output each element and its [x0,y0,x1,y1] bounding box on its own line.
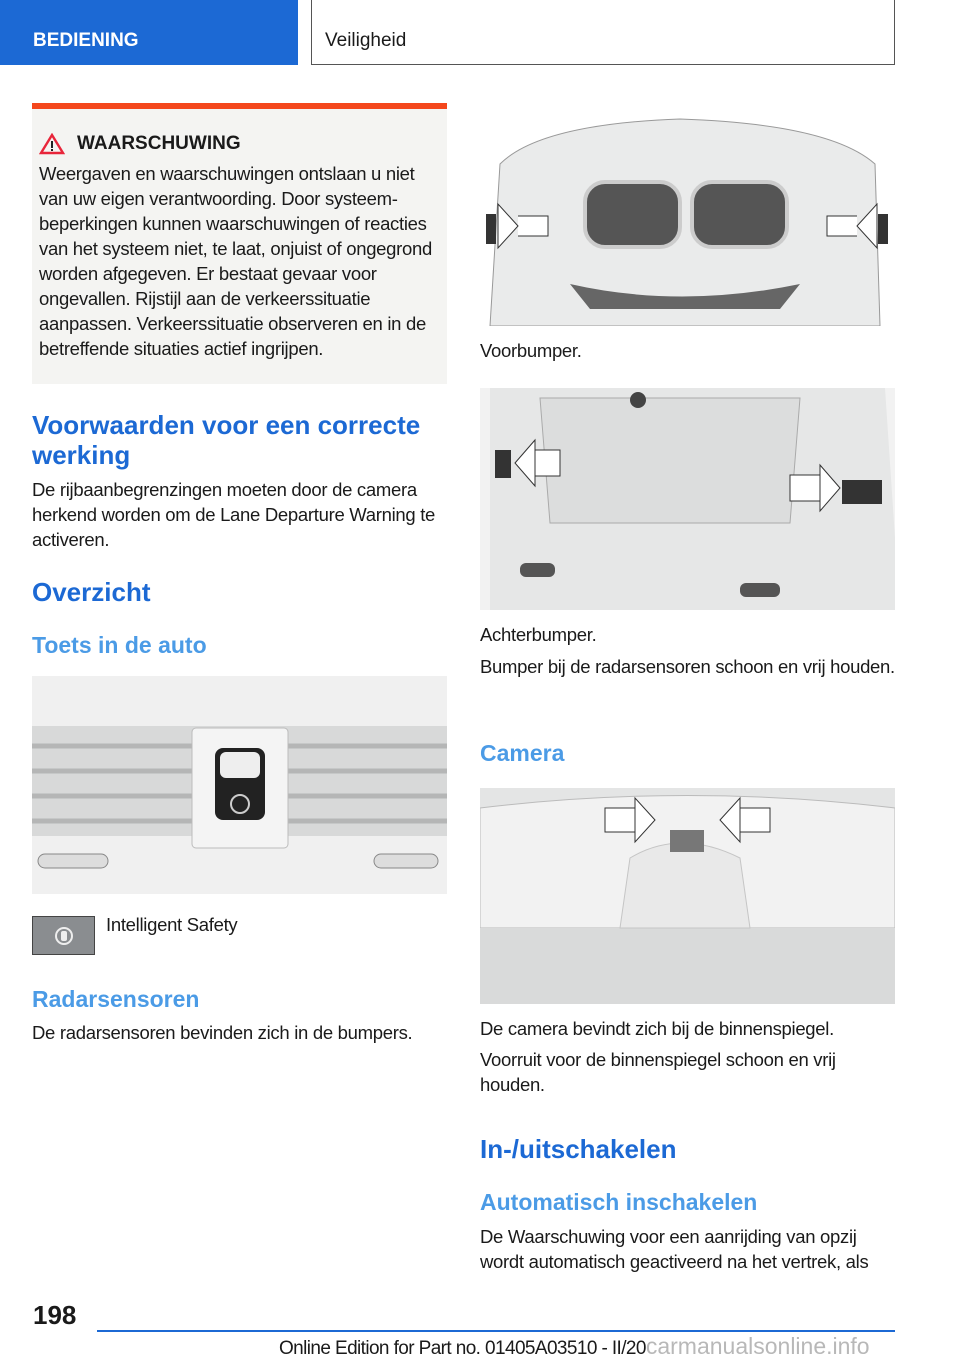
chapter-tab[interactable]: BEDIENING [0,0,298,65]
rear-bumper-caption: Achterbumper. [480,624,597,645]
bumper-text: Bumper bij de radarsensoren schoon en vrij houden. [480,656,895,677]
page-number: 198 [33,1300,77,1330]
footer-divider [97,1330,895,1332]
heading-auto: Automatisch inschakelen [480,1189,758,1215]
camera-image [480,788,895,1004]
heading-camera: Camera [480,740,565,766]
heading-button: Toets in de auto [32,632,207,658]
rear-bumper-image [480,388,895,610]
warning-text: Weergaven en waarschuwingen ontslaan u niet van uw eigen verantwoording. Door systeembeperkingen kunnen waarschuwingen of reacties van het systeem niet, te laat, onjuist of ongegrond worden afgegeven. Er bestaat gevaar voor ongevallen. Rijstijl aan de verkeerssituatie aanpassen. Verkeerssituatie observeren en in de betreffende situaties actief ingrijpen. [39,163,432,359]
heading-switch: In-/uitschakelen [480,1134,677,1164]
heading-radar: Radarsensoren [32,986,200,1012]
warning-heading [39,133,439,155]
button-label: Intelligent Safety [106,914,238,935]
intelligent-safety-button-icon [32,916,95,955]
footer-edition [279,1333,870,1360]
edition-text: Online Edition for Part no. 01405A03510 - II/20 [279,1338,646,1359]
section-title: Veiligheid [311,0,895,65]
radar-text: De radarsensoren bevinden zich in de bumpers. [32,1022,413,1043]
watermark[interactable]: carmanualsonline.info [645,1333,870,1359]
conditions-text: De rijbaanbegrenzingen moeten door de camera herkend worden om de Lane Departure Warning te activeren. [32,479,436,550]
camera-text-1: De camera bevindt zich bij de binnenspiegel. [480,1018,834,1039]
auto-text: De Waarschuwing voor een aanrijding van opzij wordt automatisch geactiveerd na het vertrek, als [480,1226,869,1272]
front-bumper-caption: Voorbumper. [480,340,582,361]
front-bumper-image [480,104,895,326]
heading-conditions: Voorwaarden voor een correcte werking [32,410,421,470]
button-in-car-image [32,676,447,894]
camera-text-2: Voorruit voor de binnenspiegel schoon en vrij houden. [480,1049,836,1095]
warning-triangle-icon [39,133,65,155]
warning-title: WAARSCHUWING [77,133,241,154]
warning-box [32,103,447,384]
heading-overview: Overzicht [32,577,151,607]
